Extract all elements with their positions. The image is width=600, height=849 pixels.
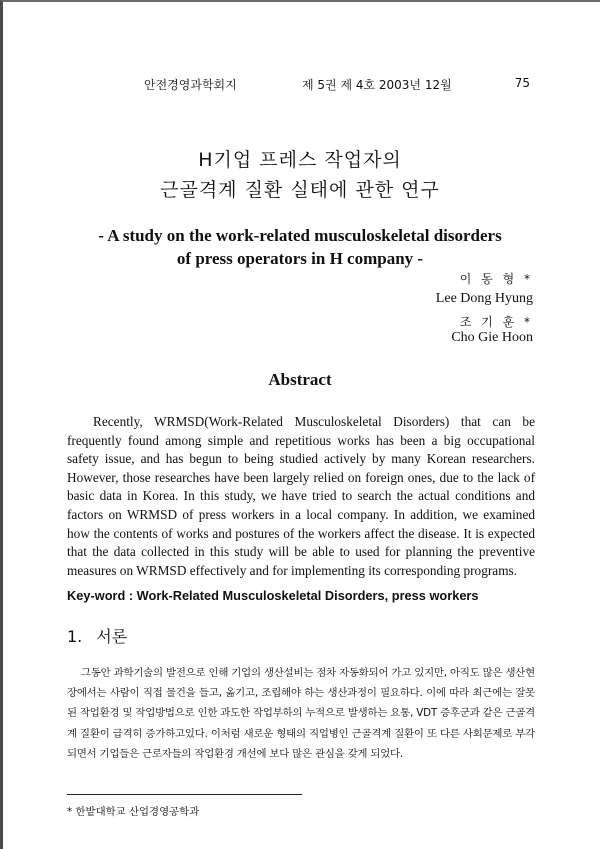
- footnote-divider: [67, 794, 302, 795]
- abstract-heading: Abstract: [268, 370, 332, 389]
- author-1-korean: 이 동 형 *: [459, 272, 533, 286]
- journal-name: 안전경영과학회지: [144, 78, 237, 92]
- section-number: 1.: [67, 627, 83, 646]
- abstract-text: Recently, WRMSD(Work-Related Musculoskeletal Disorders) that can be frequently found among simple and repetitious works has been a big occupational safety issue, and has begun to being studied actively by many Korean researchers. However, those researches have been largely relied on foreign ones, due to the lack of basic data in Korea. In this study, we have tried to search the actual conditions and factors on WRMSD of press workers in a local company. In addition, we examined how the contents of works and postures of the workers affect the disease. It is expected that the data collected in this study will be able to used for planning the preventive measures on WRMSD effectively and for implementing its corresponding programs.: [67, 414, 535, 578]
- korean-title-line-2: 근골격계 질환 실태에 관한 연구: [160, 179, 440, 201]
- issue-info: 제 5권 제 4호 2003년 12월: [302, 78, 452, 92]
- section-heading-introduction: [67, 624, 127, 647]
- author-2-english: Cho Gie Hoon: [451, 330, 533, 345]
- keywords: Key-word : Work-Related Musculoskeletal Disorders, press workers: [67, 588, 479, 603]
- author-2-korean: 조 기 훈 *: [459, 315, 533, 329]
- author-1-english: Lee Dong Hyung: [435, 291, 533, 306]
- running-header: [144, 76, 530, 92]
- english-title-line-1: - A study on the work-related musculoskeletal disorders: [98, 226, 502, 245]
- page-number: 75: [514, 76, 530, 90]
- english-title-line-2: of press operators in H company -: [176, 249, 424, 268]
- section-title: 서론: [96, 627, 128, 646]
- korean-title-line-1: H기업 프레스 작업자의: [198, 149, 402, 171]
- author-affiliation-footnote: * 한밭대학교 산업경영공학과: [67, 806, 200, 818]
- introduction-paragraph: 그동안 과학기술의 발전으로 인해 기업의 생산설비는 점차 자동화되어 가고 있지만, 아직도 많은 생산현장에서는 사람이 직접 물건을 들고, 옮기고, 조립해야 하는 생산과정이 필요하다. 이에 따라 최근에는 잘못된 작업환경 및 작업방법으로 인한 과도한 작업부하의 누적으로 발생하는 요통, VDT 증후군과 같은 근골격계 질환이 급격히 증가하고있다. 이처럼 새로운 형태의 직업병인 근골격계 질환이 또 다른 사회문제로 부각되면서 기업들은 근로자들의 작업환경 개선에 보다 많은 관심을 갖게 되었다.: [67, 667, 535, 760]
